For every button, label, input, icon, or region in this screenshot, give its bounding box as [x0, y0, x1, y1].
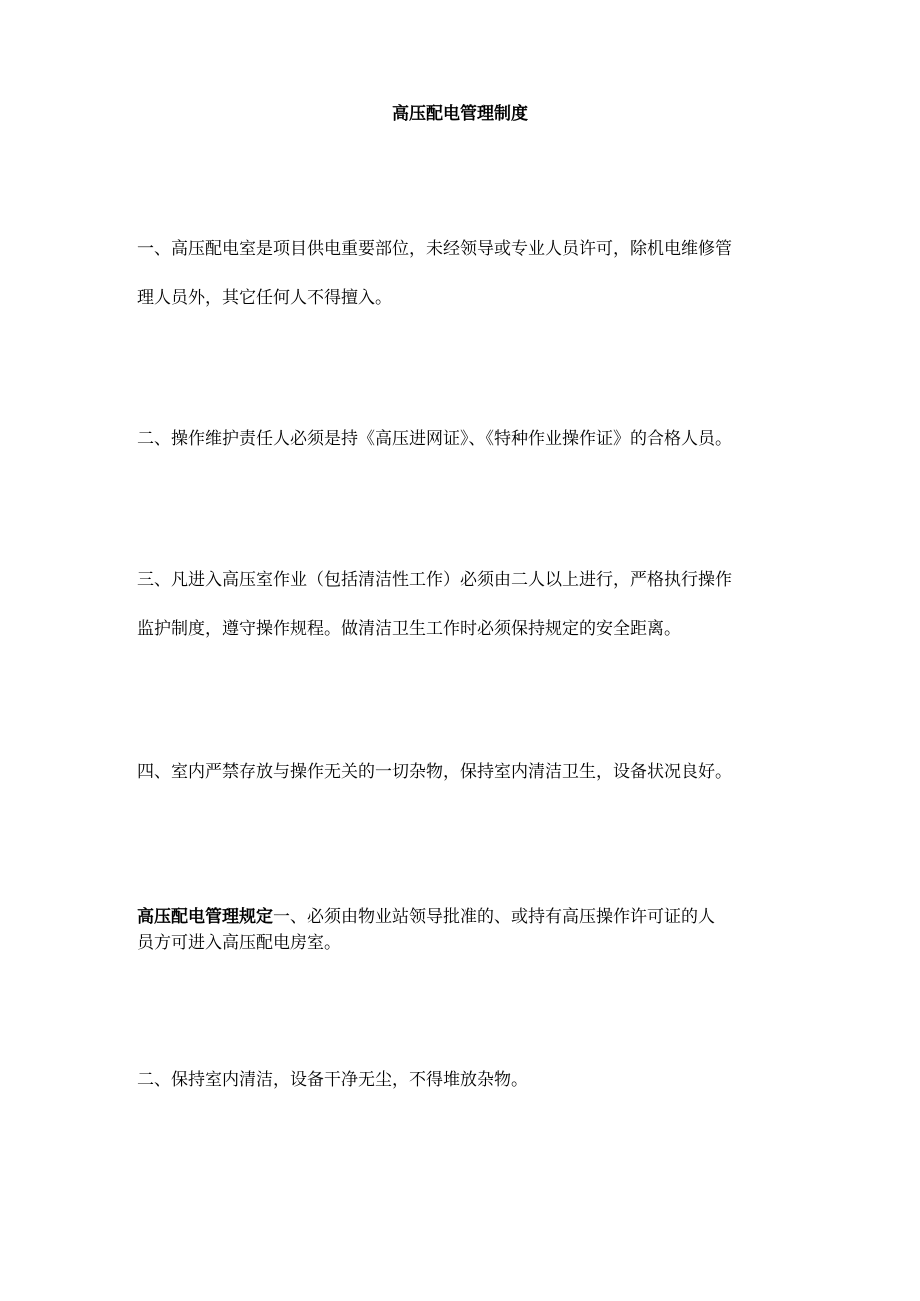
- paragraph-line: 监护制度，遵守操作规程。做清洁卫生工作时必须保持规定的安全距离。: [137, 619, 681, 639]
- paragraph-3: [137, 568, 797, 641]
- paragraph-line: 三、凡进入高压室作业（包括清洁性工作）必须由二人以上进行，严格执行操作: [137, 570, 732, 590]
- section-heading: 高压配电管理规定: [137, 907, 273, 927]
- paragraph-2: [137, 427, 797, 451]
- paragraph-line: 员方可进入高压配电房室。: [137, 933, 341, 953]
- paragraph-line: 二、操作维护责任人必须是持《高压进网证》、《特种作业操作证》的合格人员。: [137, 429, 732, 449]
- paragraph-5: [137, 905, 797, 955]
- paragraph-line: 一、高压配电室是项目供电重要部位，未经领导或专业人员许可，除机电维修管: [137, 239, 732, 259]
- paragraph-4: [137, 760, 797, 784]
- paragraph-line: 二、保持室内清洁，设备干净无尘，不得堆放杂物。: [137, 1070, 528, 1090]
- paragraph-line: 四、室内严禁存放与操作无关的一切杂物，保持室内清洁卫生，设备状况良好。: [137, 762, 732, 782]
- paragraph-line: 理人员外，其它任何人不得擅入。: [137, 288, 392, 308]
- paragraph-line: [137, 905, 797, 929]
- paragraph-1: [137, 237, 797, 310]
- paragraph-6: [137, 1068, 797, 1092]
- document-title: 高压配电管理制度: [392, 104, 528, 124]
- paragraph-text: 一、必须由物业站领导批准的、或持有高压操作许可证的人: [273, 907, 715, 927]
